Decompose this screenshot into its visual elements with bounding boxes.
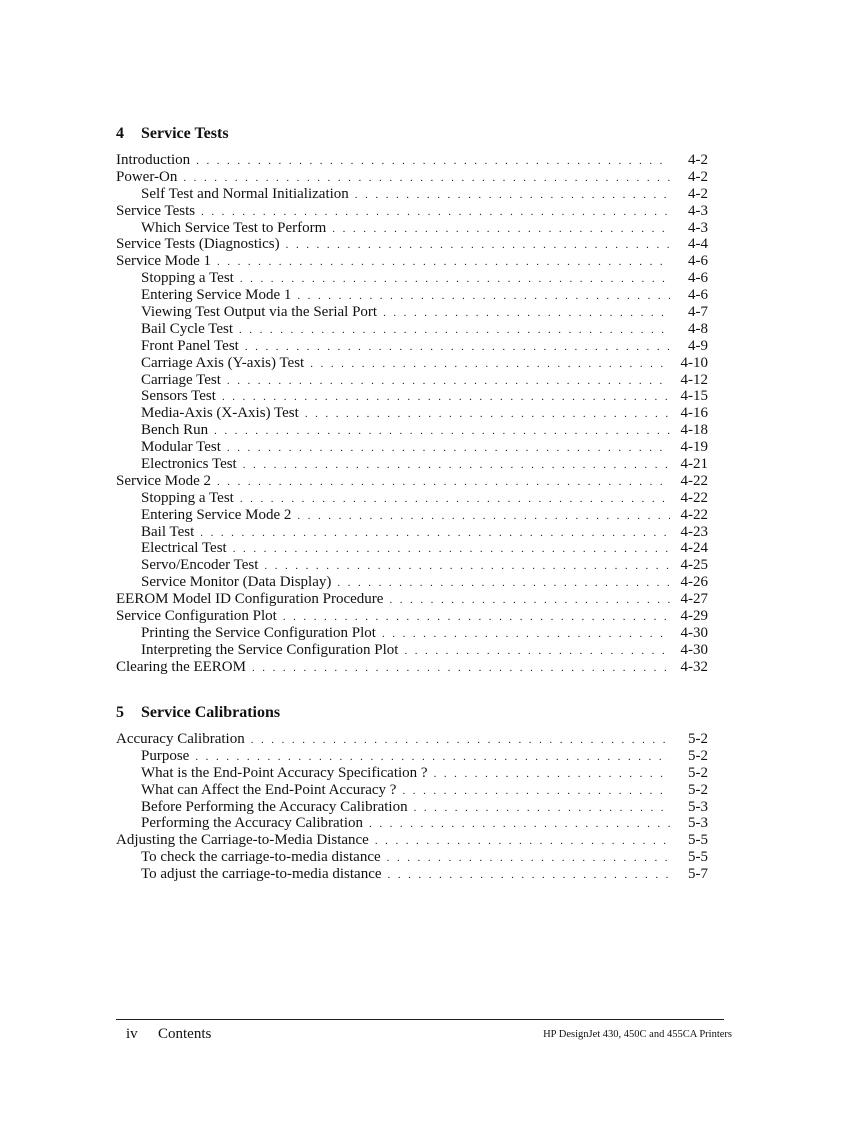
- dot-leader: [404, 643, 670, 660]
- dot-leader: [382, 626, 670, 643]
- toc-entry-page: 4-19: [680, 439, 708, 456]
- toc-entry: [116, 456, 708, 473]
- toc-entry-page: 4-6: [688, 253, 708, 270]
- dot-leader: [233, 541, 670, 558]
- toc-entry-title: Carriage Axis (Y-axis) Test: [141, 354, 305, 371]
- toc-entry-title: Purpose: [141, 747, 190, 764]
- toc-entry-page: 4-2: [688, 168, 708, 185]
- toc-entry: [116, 490, 708, 507]
- toc-entry-page: 5-2: [688, 781, 708, 798]
- toc-entry: [116, 524, 708, 541]
- toc-entry: [116, 832, 708, 849]
- toc-entry-page: 4-15: [680, 388, 708, 405]
- toc-entry: [116, 304, 708, 321]
- dot-leader: [383, 305, 670, 322]
- toc-entry-title: Electrical Test: [141, 540, 227, 557]
- toc-entry-page: 4-10: [680, 354, 708, 371]
- toc-entry: [116, 253, 708, 270]
- toc-entry: [116, 405, 708, 422]
- toc-entry-page: 5-3: [688, 815, 708, 832]
- dot-leader: [183, 170, 670, 187]
- toc-entry-title: Bail Cycle Test: [141, 320, 233, 337]
- toc-entry: [116, 815, 708, 832]
- dot-leader: [240, 271, 670, 288]
- toc-entry-title: Service Mode 2: [116, 472, 211, 489]
- dot-leader: [310, 356, 670, 373]
- toc-entry-page: 4-8: [688, 320, 708, 337]
- toc-entry-title: Electronics Test: [141, 456, 237, 473]
- toc-entry-page: 4-6: [688, 287, 708, 304]
- toc-entry-title: Introduction: [116, 152, 191, 168]
- toc-entry-page: 4-22: [680, 506, 708, 523]
- toc-entry-page: 4-12: [680, 371, 708, 388]
- dot-leader: [369, 816, 670, 833]
- dot-leader: [217, 254, 670, 271]
- toc-entry-page: 4-9: [688, 337, 708, 354]
- toc-entry-title: Entering Service Mode 2: [141, 506, 292, 523]
- toc-entry: [116, 642, 708, 659]
- toc-entry-page: 4-32: [680, 658, 708, 675]
- dot-leader: [305, 406, 670, 423]
- toc-entry: [116, 765, 708, 782]
- toc-entry: [116, 388, 708, 405]
- toc-entry: [116, 372, 708, 389]
- toc-entry-title: To adjust the carriage-to-media distance: [141, 866, 382, 883]
- toc-entry: [116, 338, 708, 355]
- toc-entry-page: 4-2: [688, 152, 708, 168]
- toc-entry: [116, 625, 708, 642]
- toc-entry-page: 4-27: [680, 591, 708, 608]
- dot-leader: [201, 204, 670, 221]
- toc-entry-title: Power-On: [116, 168, 178, 185]
- footer-page-label: [126, 1025, 211, 1043]
- dot-leader: [332, 221, 670, 238]
- dot-leader: [227, 440, 670, 457]
- dot-leader: [283, 609, 670, 626]
- dot-leader: [387, 850, 670, 867]
- dot-leader: [388, 867, 670, 884]
- toc-entry-page: 4-16: [680, 405, 708, 422]
- toc-entry-page: 5-3: [688, 798, 708, 815]
- toc-entry-title: Interpreting the Service Configuration Plot: [141, 641, 399, 658]
- toc-entry-title: Sensors Test: [141, 388, 216, 405]
- toc-entry-title: Which Service Test to Perform: [141, 219, 327, 236]
- toc-entry-title: Service Tests: [116, 202, 196, 219]
- dot-leader: [243, 457, 670, 474]
- toc-entry: [116, 557, 708, 574]
- dot-leader: [389, 592, 670, 609]
- dot-leader: [251, 732, 670, 749]
- dot-leader: [297, 288, 670, 305]
- toc-entry: [116, 287, 708, 304]
- toc-entry: [116, 782, 708, 799]
- dot-leader: [297, 508, 670, 525]
- toc-entry-title: Entering Service Mode 1: [141, 287, 292, 304]
- dot-leader: [414, 800, 670, 817]
- toc-entry-title: Modular Test: [141, 439, 221, 456]
- toc-entry-page: 4-30: [680, 624, 708, 641]
- toc-entry-title: Stopping a Test: [141, 489, 234, 506]
- toc-entry-page: 4-3: [688, 202, 708, 219]
- dot-leader: [200, 525, 670, 542]
- toc-entry-page: 5-5: [688, 849, 708, 866]
- toc-entry: [116, 203, 708, 220]
- footer-section-label: Contents: [158, 1026, 212, 1042]
- toc-entry-title: Bail Test: [141, 523, 195, 540]
- dot-leader: [252, 660, 670, 677]
- toc-entry-page: 4-22: [680, 489, 708, 506]
- toc-list: [116, 152, 708, 676]
- toc-entry-page: 5-2: [688, 731, 708, 747]
- toc-entry: [116, 169, 708, 186]
- dot-leader: [217, 474, 670, 491]
- toc-entry: [116, 608, 708, 625]
- toc-entry-title: Bench Run: [141, 422, 209, 439]
- toc-entry-page: 4-21: [680, 456, 708, 473]
- toc-entry-title: Viewing Test Output via the Serial Port: [141, 304, 378, 321]
- toc-entry: [116, 591, 708, 608]
- toc-chapter-4: [116, 124, 708, 676]
- toc-entry-page: 4-26: [680, 574, 708, 591]
- dot-leader: [402, 783, 670, 800]
- toc-entry-title: Before Performing the Accuracy Calibration: [141, 798, 408, 815]
- toc-entry-title: Service Configuration Plot: [116, 608, 277, 625]
- toc-entry-page: 4-6: [688, 270, 708, 287]
- toc-entry: [116, 866, 708, 883]
- toc-entry: [116, 731, 708, 748]
- toc-entry-page: 5-2: [688, 764, 708, 781]
- toc-entry-title: Service Mode 1: [116, 253, 211, 270]
- dot-leader: [264, 558, 670, 575]
- chapter-heading: [116, 124, 708, 144]
- toc-entry-page: 5-2: [688, 747, 708, 764]
- dot-leader: [239, 322, 670, 339]
- dot-leader: [214, 423, 670, 440]
- toc-entry-page: 4-24: [680, 540, 708, 557]
- toc-entry-title: Media-Axis (X-Axis) Test: [141, 405, 299, 422]
- dot-leader: [245, 339, 670, 356]
- toc-list: [116, 731, 708, 883]
- toc-entry: [116, 220, 708, 237]
- chapter-heading: [116, 703, 708, 723]
- dot-leader: [355, 187, 670, 204]
- toc-entry-page: 4-30: [680, 641, 708, 658]
- toc-entry: [116, 473, 708, 490]
- toc-entry: [116, 799, 708, 816]
- toc-entry-page: 4-7: [688, 304, 708, 321]
- toc-entry-page: 4-22: [680, 472, 708, 489]
- toc-entry-page: 4-23: [680, 523, 708, 540]
- toc-entry-title: Servo/Encoder Test: [141, 557, 259, 574]
- dot-leader: [227, 373, 670, 390]
- toc-entry-title: Service Monitor (Data Display): [141, 574, 332, 591]
- toc-entry-page: 4-29: [680, 608, 708, 625]
- footer-product-name: HP DesignJet 430, 450C and 455CA Printers: [543, 1029, 732, 1040]
- toc-entry-title: Adjusting the Carriage-to-Media Distance: [116, 832, 369, 849]
- toc-entry-page: 5-7: [688, 866, 708, 883]
- toc-entry-page: 4-3: [688, 219, 708, 236]
- chapter-title: Service Tests: [141, 125, 229, 142]
- toc-entry: [116, 540, 708, 557]
- toc-entry: [116, 574, 708, 591]
- toc-entry-title: To check the carriage-to-media distance: [141, 849, 381, 866]
- toc-entry: [116, 849, 708, 866]
- toc-entry: [116, 186, 708, 203]
- toc-entry-title: Clearing the EEROM: [116, 658, 246, 675]
- toc-entry-page: 5-5: [688, 832, 708, 849]
- toc-entry-title: Printing the Service Configuration Plot: [141, 624, 376, 641]
- toc-entry: [116, 355, 708, 372]
- toc-entry-title: Stopping a Test: [141, 270, 234, 287]
- toc-entry-page: 4-2: [688, 185, 708, 202]
- toc-entry-title: Front Panel Test: [141, 337, 239, 354]
- dot-leader: [434, 766, 670, 783]
- toc-entry: [116, 236, 708, 253]
- toc-entry-page: 4-25: [680, 557, 708, 574]
- dot-leader: [222, 389, 670, 406]
- chapter-title: Service Calibrations: [141, 704, 281, 721]
- footer-page-number: iv: [126, 1026, 138, 1042]
- toc-entry-title: EEROM Model ID Configuration Procedure: [116, 591, 384, 608]
- toc-entry-page: 4-4: [688, 236, 708, 253]
- toc-entry-title: Carriage Test: [141, 371, 221, 388]
- toc-entry-title: Performing the Accuracy Calibration: [141, 815, 364, 832]
- toc-entry: [116, 748, 708, 765]
- toc-entry-title: What can Affect the End-Point Accuracy ?: [141, 781, 397, 798]
- toc-entry: [116, 321, 708, 338]
- dot-leader: [195, 749, 670, 766]
- chapter-number: 4: [116, 125, 124, 142]
- toc-entry-title: What is the End-Point Accuracy Specification ?: [141, 764, 428, 781]
- toc-entry-title: Accuracy Calibration: [116, 731, 245, 747]
- toc-entry: [116, 659, 708, 676]
- dot-leader: [240, 491, 670, 508]
- toc-entry-page: 4-18: [680, 422, 708, 439]
- dot-leader: [375, 833, 670, 850]
- toc-entry: [116, 439, 708, 456]
- toc-entry: [116, 152, 708, 169]
- toc-entry-title: Self Test and Normal Initialization: [141, 185, 349, 202]
- toc-entry: [116, 507, 708, 524]
- toc-entry: [116, 422, 708, 439]
- toc-chapter-5: [116, 703, 708, 883]
- dot-leader: [286, 237, 670, 254]
- dot-leader: [337, 575, 670, 592]
- toc-entry: [116, 270, 708, 287]
- footer-divider: [116, 1019, 724, 1020]
- toc-entry-title: Service Tests (Diagnostics): [116, 236, 280, 253]
- chapter-number: 5: [116, 704, 124, 721]
- dot-leader: [196, 153, 670, 170]
